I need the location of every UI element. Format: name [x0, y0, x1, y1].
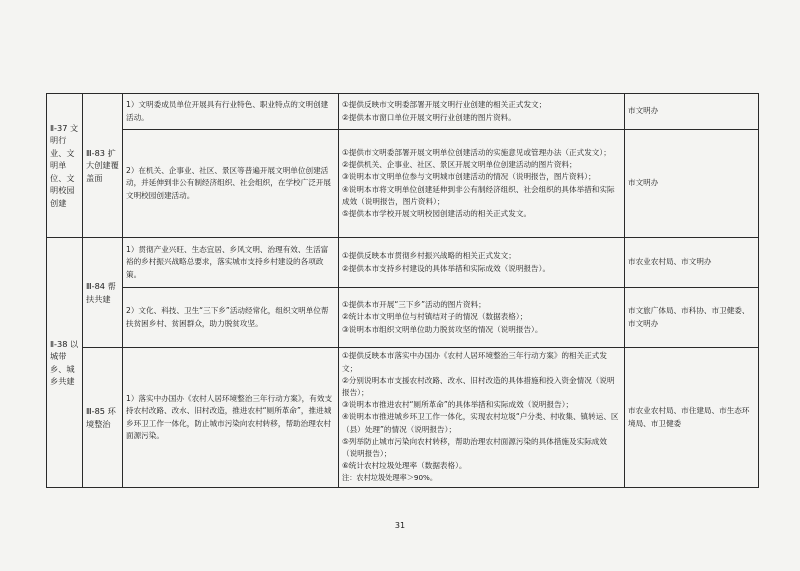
material-item: ①提供反映本市贯彻乡村振兴战略的相关正式发文；	[342, 251, 516, 261]
table-row	[47, 238, 759, 288]
material-item: ④说明本市将文明单位创建延伸到非公有制经济组织、社会组织的具体举措和实际成效（说明报告，图片资料）；	[342, 184, 615, 206]
subcategory-cell: Ⅲ-85 环境整治	[83, 348, 123, 488]
materials-cell	[339, 288, 625, 348]
material-item: ①提供市文明委部署开展文明单位创建活动的实施意见或管理办法（正式发文）；	[342, 147, 611, 157]
material-item: ①提供反映本市落实中办国办《农村人居环境整治三年行动方案》的相关正式发文；	[342, 351, 607, 373]
page-number: 31	[394, 521, 406, 530]
table-row	[47, 94, 759, 130]
material-item: ④说明本市推进城乡环卫工作一体化，实现农村垃圾“户分类、村收集、镇转运、区（县）处理”的情况（说明报告）；	[342, 412, 619, 434]
category-cell: Ⅱ-38 以城带乡、城乡共建	[47, 238, 83, 488]
dept-cell: 市农业农村局、市住建局、市生态环境局、市卫健委	[625, 348, 759, 488]
material-item: ③说明本市推进农村“厕所革命”的具体举措和实际成效（说明报告）；	[342, 400, 574, 410]
dept-cell: 市农业农村局、市文明办	[625, 238, 759, 288]
material-item: ⑤提供本市学校开展文明校园创建活动的相关正式发文。	[342, 208, 532, 218]
requirement-cell: 1）落实中办国办《农村人居环境整治三年行动方案》，有效支持农村改路、改水、旧村改造，推进农村“厕所革命”，推进城乡环卫工作一体化，防止城市污染向农村转移，帮助治理农村面源污染。	[123, 348, 339, 488]
criteria-table	[46, 93, 759, 488]
materials-cell	[339, 238, 625, 288]
requirement-cell: 1）贯彻产业兴旺、生态宜居、乡风文明、治理有效、生活富裕的乡村振兴战略总要求，落实城市支持乡村建设的各项政策。	[123, 238, 339, 288]
dept-cell: 市文明办	[625, 130, 759, 238]
material-item: ③说明本市组织文明单位助力脱贫攻坚的情况（说明报告）。	[342, 324, 543, 334]
materials-cell	[339, 348, 625, 488]
category-cell: Ⅱ-37 文明行业、文明单位、文明校园创建	[47, 94, 83, 238]
material-item: ①提供反映市文明委部署开展文明行业创建的相关正式发文；	[342, 100, 547, 110]
subcategory-cell: Ⅲ-84 帮扶共建	[83, 238, 123, 348]
material-item: ①提供本市开展“三下乡”活动的图片资料；	[342, 300, 486, 310]
material-item: ②提供机关、企事业、社区、景区开展文明单位创建活动的图片资料；	[342, 160, 577, 170]
dept-cell: 市文明办	[625, 94, 759, 130]
material-item: ②提供本市窗口单位开展文明行业创建的图片资料。	[342, 112, 516, 122]
material-item: ②统计本市文明单位与村镇结对子的情况（数据表格）；	[342, 312, 528, 322]
table-row	[47, 348, 759, 488]
requirement-cell: 2）在机关、企事业、社区、景区等普遍开展文明单位创建活动，并延伸到非公有制经济组织、社会组织，在学校广泛开展文明校园创建活动。	[123, 130, 339, 238]
requirement-cell: 2）文化、科技、卫生“三下乡”活动经常化，组织文明单位帮扶贫困乡村、贫困群众，助力脱贫攻坚。	[123, 288, 339, 348]
materials-cell	[339, 130, 625, 238]
material-item: ③说明本市文明单位参与文明城市创建活动的情况（说明报告，图片资料）；	[342, 172, 596, 182]
note-text: 注：农村垃圾处理率＞90%。	[342, 473, 438, 483]
table-row	[47, 130, 759, 238]
table-row	[47, 288, 759, 348]
material-item: ⑥统计农村垃圾处理率（数据表格）。	[342, 461, 467, 471]
materials-cell	[339, 94, 625, 130]
requirement-cell: 1）文明委成员单位开展具有行业特色、职业特点的文明创建活动。	[123, 94, 339, 130]
dept-cell: 市文旅广体局、市科协、市卫健委、市文明办	[625, 288, 759, 348]
material-item: ②分别说明本市支援农村改路、改水、旧村改造的具体措施和投入资金情况（说明报告）；	[342, 375, 615, 397]
material-item: ②提供本市支持乡村建设的具体举措和实际成效（说明报告）。	[342, 263, 551, 273]
material-item: ⑤列举防止城市污染向农村转移，帮助治理农村面源污染的具体措施及实际成效（说明报告）；	[342, 436, 607, 458]
subcategory-cell: Ⅲ-83 扩大创建覆盖面	[83, 94, 123, 238]
